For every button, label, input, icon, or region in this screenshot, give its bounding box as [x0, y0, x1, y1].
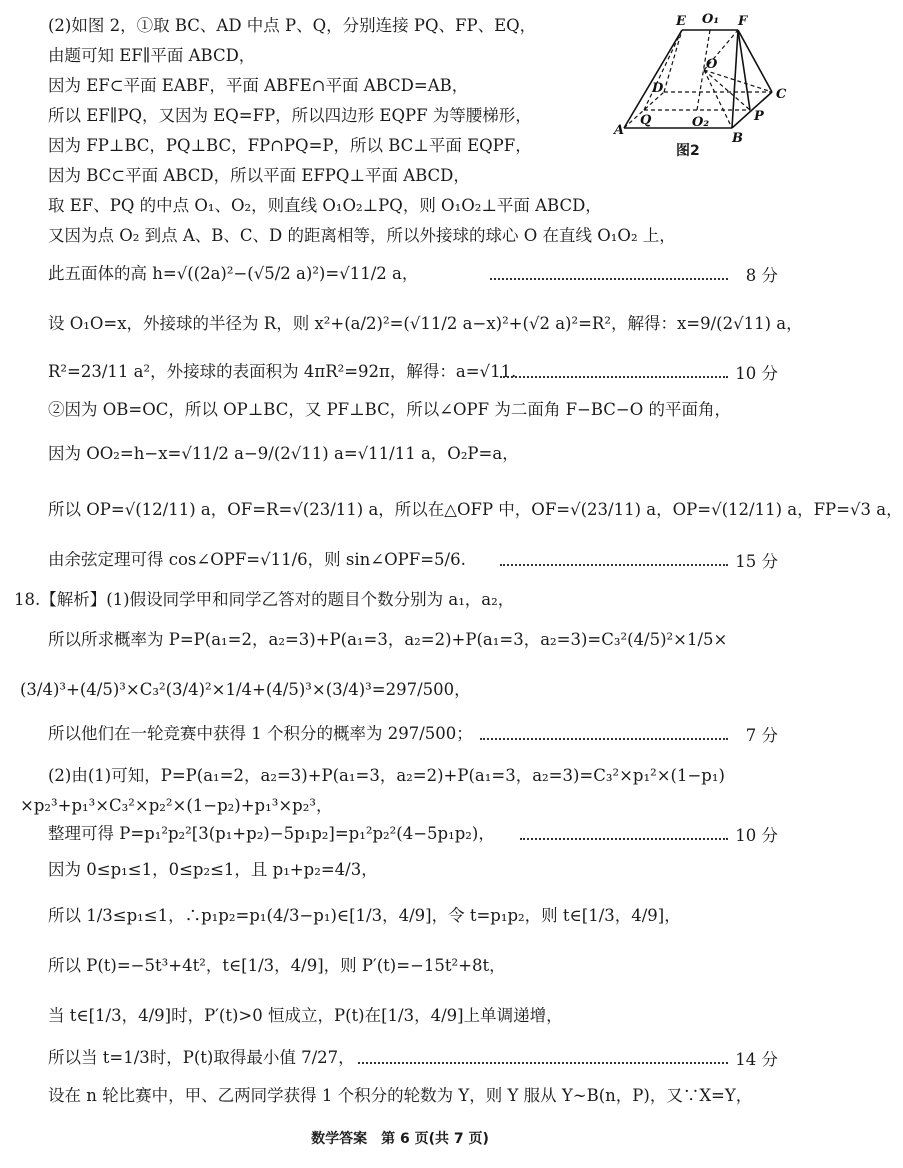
score-mark: 10 分 [735, 826, 778, 845]
leader-dots [358, 1062, 728, 1064]
solution-line: 取 EF、PQ 的中点 O₁、O₂，则直线 O₁O₂⊥PQ，则 O₁O₂⊥平面 ABCD， [48, 196, 602, 215]
radius-formula: 设 O₁O=x，外接球的半径为 R，则 x²+(a/2)²=(√11/2 a−x)²+(√2 a)²=R²，解得：x=9/(2√11) a， [48, 314, 803, 333]
solution-line: 因为 EF⊂平面 EABF，平面 ABFE∩平面 ABCD=AB， [48, 76, 469, 95]
solution-line: (2)如图 2，①取 BC、AD 中点 P、Q，分别连接 PQ、FP、EQ， [48, 16, 537, 35]
figure-label: Q [640, 113, 652, 128]
figure-label: O₂ [692, 115, 710, 130]
score-mark: 8 分 [745, 266, 778, 285]
figure-caption: 图2 [676, 143, 700, 159]
score-mark: 15 分 [735, 552, 778, 571]
solution-line: (3/4)³+(4/5)³×C₃²(3/4)²×1/4+(4/5)³×(3/4)³=297/500， [20, 680, 471, 699]
solution-line: 所以 EF∥PQ，又因为 EQ=FP，所以四边形 EQPF 为等腰梯形， [48, 106, 532, 125]
score-mark: 10 分 [735, 364, 778, 383]
leader-dots [490, 278, 728, 280]
leader-dots [500, 564, 728, 566]
solution-line: 又因为点 O₂ 到点 A、B、C、D 的距离相等，所以外接球的球心 O 在直线 O₁O₂ 上， [48, 226, 676, 245]
solution-line: 因为 BC⊂平面 ABCD，所以平面 EFPQ⊥平面 ABCD， [48, 166, 470, 185]
figure-label: B [732, 131, 743, 146]
leader-dots [520, 838, 728, 840]
figure-label: O₁ [702, 12, 720, 27]
solution-line: 所以他们在一轮竞赛中获得 1 个积分的概率为 297/500； [48, 724, 473, 743]
solution-line: 设在 n 轮比赛中，甲、乙两同学获得 1 个积分的轮数为 Y，则 Y 服从 Y∼B(n，P)，又∵X=Y， [48, 1086, 753, 1105]
solution-line: 整理可得 P=p₁²p₂²[3(p₁+p₂)−5p₁p₂]=p₁²p₂²(4−5p₁p₂)， [48, 824, 495, 843]
height-formula: 此五面体的高 h=√((2a)²−(√5/2 a)²)=√11/2 a， [48, 264, 419, 283]
figure-label: C [776, 87, 787, 102]
cosine-formula: 由余弦定理可得 cos∠OPF=√11/6，则 sin∠OPF=5/6. [48, 550, 466, 569]
score-mark: 14 分 [735, 1050, 778, 1069]
leader-dots [500, 376, 728, 378]
dihedral-angle-line: ②因为 OB=OC，所以 OP⊥BC，又 PF⊥BC，所以∠OPF 为二面角 F−BC−O 的平面角， [48, 400, 732, 419]
solution-line: 当 t∈[1/3，4/9]时，P′(t)>0 恒成立，P(t)在[1/3，4/9]上单调递增， [48, 1006, 563, 1025]
op-of-formula: 所以 OP=√(12/11) a，OF=R=√(23/11) a，所以在△OFP 中，OF=√(23/11) a，OP=√(12/11) a，FP=√3 a， [48, 500, 903, 519]
solution-line: (2)由(1)可知，P=P(a₁=2，a₂=3)+P(a₁=3，a₂=2)+P(a₁=3，a₂=3)=C₃²×p₁²×(1−p₁) [48, 766, 725, 785]
solution-line: 所以 1/3≤p₁≤1，∴p₁p₂=p₁(4/3−p₁)∈[1/3，4/9]，令 t=p₁p₂，则 t∈[1/3，4/9]， [48, 906, 681, 925]
solution-line: 所以所求概率为 P=P(a₁=2，a₂=3)+P(a₁=3，a₂=2)+P(a₁=3，a₂=3)=C₃²(4/5)²×1/5× [48, 630, 728, 649]
solution-line: 所以当 t=1/3时，P(t)取得最小值 7/27， [48, 1048, 355, 1067]
figure-label: P [754, 109, 764, 124]
page-footer: 数学答案 第 6 页(共 7 页) [311, 1131, 489, 1147]
score-mark: 7 分 [745, 726, 778, 745]
solution-line: 因为 FP⊥BC，PQ⊥BC，FP∩PQ=P，所以 BC⊥平面 EQPF， [48, 136, 532, 155]
figure-label: A [614, 123, 625, 138]
solution-line: 因为 0≤p₁≤1，0≤p₂≤1，且 p₁+p₂=4/3， [48, 860, 378, 879]
solution-line: 由题可知 EF∥平面 ABCD， [48, 46, 256, 65]
surface-area-formula: R²=23/11 a²，外接球的表面积为 4πR²=92π，解得：a=√11. [48, 362, 517, 381]
figure-label: O [706, 57, 718, 72]
leader-dots [480, 738, 728, 740]
question-18-heading: 18.【解析】(1)假设同学甲和同学乙答对的题目个数分别为 a₁，a₂， [14, 590, 515, 609]
oo2-formula: 因为 OO₂=h−x=√11/2 a−9/(2√11) a=√11/11 a，O₂P=a， [48, 444, 519, 463]
solution-line: 所以 P(t)=−5t³+4t²，t∈[1/3，4/9]，则 P′(t)=−15t²+8t， [48, 956, 506, 975]
figure-2-pentahedron [612, 10, 796, 160]
figure-label: D [652, 81, 664, 96]
figure-label: E [676, 14, 686, 29]
solution-line: ×p₂³+p₁³×C₃²×p₂²×(1−p₂)+p₁³×p₂³， [20, 796, 333, 815]
figure-label: F [738, 14, 748, 29]
